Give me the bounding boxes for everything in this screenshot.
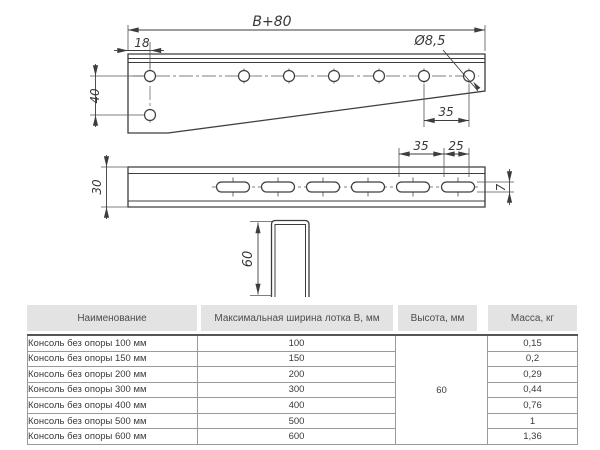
- table-row: [28, 382, 578, 398]
- width-cell: 150: [198, 351, 396, 367]
- mount-hole: [145, 71, 156, 82]
- width-cell: 100: [198, 335, 396, 351]
- header-name: Наименование: [27, 305, 197, 331]
- width-cell: 500: [198, 413, 396, 429]
- product-name-cell: Консоль без опоры 400 мм: [28, 398, 198, 414]
- dim-slot-length: 25: [448, 139, 464, 153]
- width-cell: 200: [198, 367, 396, 383]
- product-name-cell: Консоль без опоры 500 мм: [28, 413, 198, 429]
- dim-slot-width: 7: [494, 183, 508, 192]
- dim-total-width: B+80: [252, 14, 292, 30]
- header-width: Максимальная ширина лотка B, мм: [201, 305, 393, 331]
- slot: [397, 182, 430, 192]
- mass-cell: 0,76: [488, 398, 578, 414]
- table-row: [28, 429, 578, 445]
- hole: [374, 71, 385, 82]
- product-name-cell: Консоль без опоры 100 мм: [28, 335, 198, 351]
- product-name-cell: Консоль без опоры 150 мм: [28, 351, 198, 367]
- dim-hole-diameter: Ø8,5: [414, 34, 446, 49]
- slot: [217, 182, 250, 192]
- dim-slot-pitch: 35: [413, 139, 429, 153]
- hole: [329, 71, 340, 82]
- slot: [442, 182, 475, 192]
- table-row: [28, 398, 578, 414]
- spec-table-header: [27, 305, 577, 331]
- width-cell: 300: [198, 382, 396, 398]
- mass-cell: 0,2: [488, 351, 578, 367]
- mass-cell: 1: [488, 413, 578, 429]
- slot: [262, 182, 295, 192]
- width-cell: 400: [198, 398, 396, 414]
- table-row: [28, 367, 578, 383]
- slot: [307, 182, 340, 192]
- header-mass: Масса, кг: [488, 305, 577, 331]
- table-row: [28, 335, 578, 351]
- height-cell: 60: [396, 335, 488, 445]
- dim-edge-offset: 18: [134, 36, 150, 50]
- slot: [352, 182, 385, 192]
- product-name-cell: Консоль без опоры 300 мм: [28, 382, 198, 398]
- top-view: [88, 14, 485, 133]
- table-row: [28, 351, 578, 367]
- width-cell: 600: [198, 429, 396, 445]
- mass-cell: 0,44: [488, 382, 578, 398]
- mass-cell: 0,15: [488, 335, 578, 351]
- dim-bracket-depth: 60: [241, 250, 256, 268]
- table-row: [28, 413, 578, 429]
- product-name-cell: Консоль без опоры 600 мм: [28, 429, 198, 445]
- spec-table: [27, 305, 577, 445]
- dim-hole-row-spacing: 40: [88, 88, 102, 104]
- hole: [239, 71, 250, 82]
- spec-table-body: [27, 334, 578, 445]
- dim-hole-pitch: 35: [438, 105, 454, 119]
- section-view: [241, 221, 309, 298]
- hole: [284, 71, 295, 82]
- mass-cell: 0,29: [488, 367, 578, 383]
- mount-hole: [145, 110, 156, 121]
- product-name-cell: Консоль без опоры 200 мм: [28, 367, 198, 383]
- side-view: [90, 139, 514, 219]
- header-height: Высота, мм: [398, 305, 477, 331]
- hole: [419, 71, 430, 82]
- mass-cell: 1,36: [488, 429, 578, 445]
- dim-profile-height: 30: [90, 179, 104, 195]
